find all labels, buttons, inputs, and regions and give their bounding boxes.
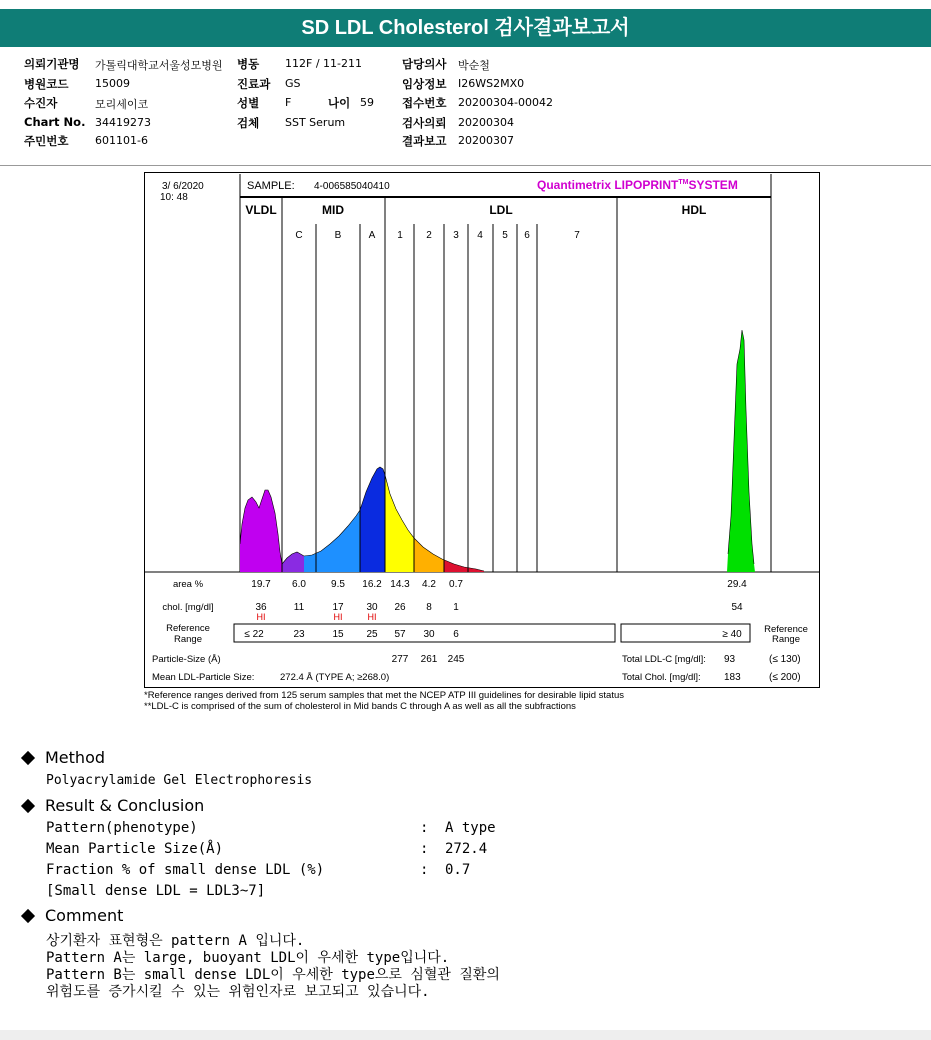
value-clinical-info: I26WS2MX0 — [458, 77, 525, 90]
chol-hdl: 54 — [731, 602, 743, 613]
result-value-size: 272.4 — [445, 841, 488, 857]
diamond-bullet-icon — [21, 750, 35, 764]
group-label-ldl: LDL — [489, 203, 513, 217]
comment-title: Comment — [45, 906, 124, 925]
ref-ldl3: 6 — [453, 629, 459, 640]
ref-ldl1: 57 — [394, 629, 406, 640]
method-body: Polyacrylamide Gel Electrophoresis — [46, 773, 313, 788]
value-physician: 박순철 — [458, 59, 490, 72]
band-label-a: A — [368, 230, 376, 241]
label-hospital-code: 병원코드 — [24, 77, 69, 91]
label-physician: 담당의사 — [402, 57, 447, 71]
ref-hdl: ≥ 40 — [722, 629, 742, 640]
result-label-size: Mean Particle Size(Å) — [46, 841, 224, 857]
result-label-fraction: Fraction % of small dense LDL (%) — [46, 862, 325, 878]
value-ward: 112F / 11-211 — [285, 57, 362, 70]
chol-a: 30 — [366, 602, 378, 613]
result-heading — [20, 796, 204, 815]
row-label-area: area % — [172, 579, 204, 590]
diamond-bullet-icon — [21, 908, 35, 922]
total-chol-ref: (≤ 200) — [769, 672, 801, 683]
band-label-c: C — [295, 230, 303, 241]
ref-b: 15 — [332, 629, 344, 640]
label-chart-no: Chart No. — [24, 115, 86, 129]
result-value-fraction: 0.7 — [445, 862, 471, 878]
value-resident-no: 601101-6 — [95, 134, 148, 147]
value-specimen: SST Serum — [285, 116, 346, 129]
area-ldl3: 0.7 — [449, 579, 463, 590]
chol-c: 11 — [293, 602, 305, 613]
chart-date: 3/ 6/2020 — [162, 181, 204, 192]
value-requesting-institution: 가톨릭대학교서울성모병원 — [95, 59, 223, 72]
total-chol-label: Total Chol. [mg/dl]: — [622, 672, 701, 683]
label-ward: 병동 — [237, 57, 260, 71]
value-sex: F — [285, 96, 292, 109]
chart-frame — [145, 173, 820, 688]
patient-info — [0, 47, 931, 166]
comment-line-4: 위험도를 증가시킬 수 있는 위험인자로 보고되고 있습니다. — [46, 984, 430, 1000]
label-receipt-no: 접수번호 — [402, 96, 447, 110]
value-age: 59 — [360, 96, 374, 109]
sample-label: SAMPLE: — [247, 180, 295, 192]
label-department: 진료과 — [237, 77, 271, 91]
band-label-7: 7 — [574, 230, 580, 241]
ref-c: 23 — [293, 629, 305, 640]
label-requesting-institution: 의뢰기관명 — [24, 57, 80, 71]
ref-right-label-1: Reference — [764, 624, 808, 635]
area-c: 6.0 — [292, 579, 306, 590]
result-title: Result & Conclusion — [45, 796, 205, 815]
value-hospital-code: 15009 — [95, 77, 130, 90]
value-receipt-no: 20200304-00042 — [458, 96, 553, 109]
comment-line-1: 상기환자 표현형은 pattern A 입니다. — [46, 933, 305, 949]
band-label-3: 3 — [453, 230, 459, 241]
chart-time: 10: 48 — [160, 192, 188, 203]
comment-line-2: Pattern A는 large, buoyant LDL이 우세한 type입니다. — [46, 950, 450, 966]
band-label-b: B — [334, 230, 342, 241]
hi-flag-vldl: HI — [256, 612, 266, 622]
group-label-mid: MID — [322, 203, 344, 217]
label-resident-no: 주민번호 — [24, 134, 69, 148]
value-result-report: 20200307 — [458, 134, 514, 147]
hi-flag-a: HI — [367, 612, 377, 622]
ref-ldl2: 30 — [423, 629, 435, 640]
lipoprint-chart — [144, 172, 820, 688]
total-ldl-label: Total LDL-C [mg/dl]: — [622, 654, 706, 665]
value-department: GS — [285, 77, 301, 90]
area-vldl: 19.7 — [251, 579, 271, 590]
value-chart-no: 34419273 — [95, 116, 151, 129]
result-value-pattern: A type — [445, 820, 496, 836]
size-ldl2: 261 — [420, 654, 438, 665]
hi-flag-b: HI — [333, 612, 343, 622]
sample-id: 4-006585040410 — [314, 181, 390, 192]
comment-line-3: Pattern B는 small dense LDL이 우세한 type으로 심혈관 질환의 — [46, 967, 500, 983]
group-label-hdl: HDL — [681, 203, 707, 217]
row-label-chol: chol. [mg/dl] — [162, 602, 214, 613]
brand-name: Quantimetrix LIPOPRINT™SYSTEM — [537, 178, 738, 192]
label-patient: 수진자 — [24, 96, 58, 110]
area-a: 16.2 — [362, 579, 382, 590]
total-chol-value: 183 — [724, 672, 741, 683]
size-ldl1: 277 — [391, 654, 409, 665]
method-heading — [20, 748, 105, 767]
result-label-pattern: Pattern(phenotype) — [46, 820, 198, 836]
ref-right-label-2: Range — [772, 634, 800, 645]
value-patient: 모리세이코 — [95, 98, 149, 111]
band-label-4: 4 — [477, 230, 483, 241]
chol-ldl2: 8 — [426, 602, 432, 613]
band-label-6: 6 — [524, 230, 530, 241]
particle-sizes — [392, 654, 465, 665]
comment-heading — [20, 906, 123, 925]
label-age: 나이 — [328, 96, 351, 110]
value-test-request: 20200304 — [458, 116, 514, 129]
label-sex: 성별 — [237, 96, 260, 110]
row-label-mean: Mean LDL-Particle Size: — [152, 672, 255, 683]
label-test-request: 검사의뢰 — [402, 116, 447, 130]
result-colon-1: : — [420, 820, 429, 836]
area-ldl2: 4.2 — [422, 579, 436, 590]
band-label-2: 2 — [426, 230, 432, 241]
label-clinical-info: 임상정보 — [402, 77, 447, 91]
row-label-range: Range — [174, 634, 202, 645]
group-label-vldl: VLDL — [245, 203, 277, 217]
area-hdl: 29.4 — [727, 579, 747, 590]
method-title: Method — [45, 748, 106, 767]
diamond-bullet-icon — [21, 798, 35, 812]
chol-ldl1: 26 — [394, 602, 406, 613]
total-ldl-value: 93 — [724, 654, 736, 665]
row-label-size: Particle-Size (Å) — [152, 654, 221, 665]
mean-size-value: 272.4 Å (TYPE A; ≥268.0) — [280, 672, 390, 683]
ref-a: 25 — [366, 629, 378, 640]
label-specimen: 검체 — [237, 116, 260, 130]
result-colon-2: : — [420, 841, 429, 857]
row-label-reference: Reference — [166, 623, 210, 634]
chol-b: 17 — [332, 602, 344, 613]
area-b: 9.5 — [331, 579, 345, 590]
footnote-reference: *Reference ranges derived from 125 serum samples that met the NCEP ATP III guidelines for desirable lipid status — [144, 690, 624, 701]
result-colon-3: : — [420, 862, 429, 878]
ref-vldl: ≤ 22 — [244, 629, 264, 640]
chol-vldl: 36 — [255, 602, 267, 613]
total-ldl-ref: (≤ 130) — [769, 654, 801, 665]
size-ldl3: 245 — [447, 654, 465, 665]
band-label-5: 5 — [502, 230, 508, 241]
result-note: [Small dense LDL = LDL3~7] — [46, 883, 266, 899]
footnote-ldlc: **LDL-C is comprised of the sum of cholesterol in Mid bands C through A as well as all the subfractions — [144, 701, 576, 712]
area-ldl1: 14.3 — [390, 579, 410, 590]
report-title: SD LDL Cholesterol 검사결과보고서 — [0, 9, 931, 47]
band-label-1: 1 — [397, 230, 403, 241]
label-result-report: 결과보고 — [402, 134, 447, 148]
chol-ldl3: 1 — [453, 602, 459, 613]
